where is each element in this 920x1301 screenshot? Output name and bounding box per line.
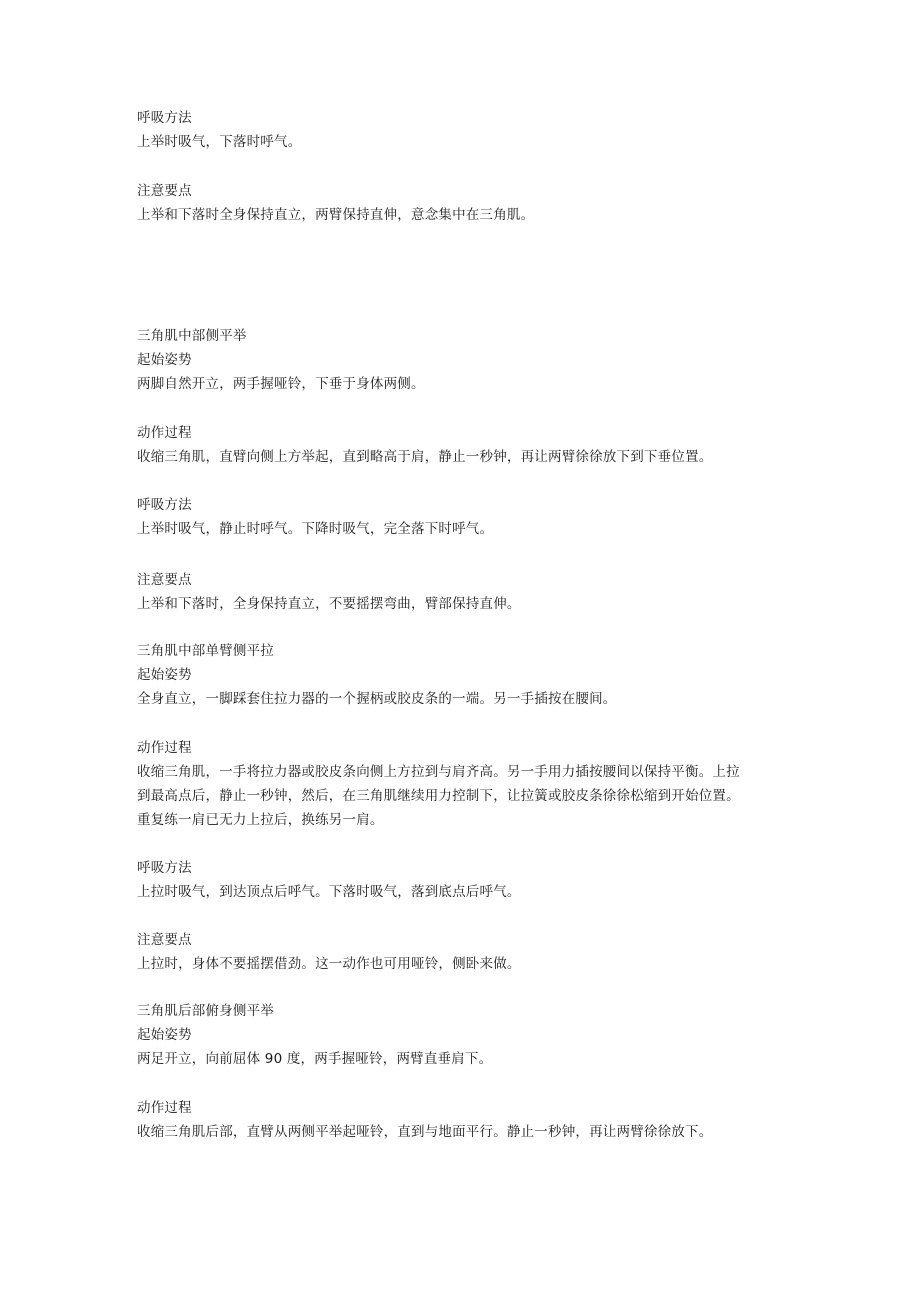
paragraph-line: 上举时吸气，下落时呼气。 [137, 134, 302, 150]
paragraph-line: 上举时吸气，静止时呼气。下降时吸气，完全落下时呼气。 [137, 521, 494, 537]
heading-breathing-method: 呼吸方法 [137, 497, 192, 513]
heading-movement-process: 动作过程 [137, 1100, 192, 1116]
heading-starting-position: 起始姿势 [137, 352, 192, 368]
section-title-middle-deltoid-raise: 三角肌中部侧平举 [137, 328, 247, 344]
heading-key-points: 注意要点 [137, 932, 192, 948]
heading-key-points: 注意要点 [137, 572, 192, 588]
paragraph-line: 收缩三角肌后部，直臂从两侧平举起哑铃，直到与地面平行。静止一秒钟，再让两臂徐徐放下。 [137, 1124, 713, 1140]
section-title-single-arm-lateral-pull: 三角肌中部单臂侧平拉 [137, 643, 274, 659]
paragraph-line: 重复练一肩已无力上拉后，换练另一肩。 [137, 812, 384, 828]
heading-movement-process: 动作过程 [137, 740, 192, 756]
heading-breathing-method: 呼吸方法 [137, 110, 192, 126]
paragraph-line: 两足开立，向前屈体 90 度，两手握哑铃，两臂直垂肩下。 [137, 1051, 493, 1067]
paragraph-line: 上举和下落时，全身保持直立，不要摇摆弯曲，臂部保持直伸。 [137, 596, 521, 612]
paragraph-line: 上拉时，身体不要摇摆借劲。这一动作也可用哑铃，侧卧来做。 [137, 956, 521, 972]
paragraph-line: 收缩三角肌，直臂向侧上方举起，直到略高于肩，静止一秒钟，再让两臂徐徐放下到下垂位置。 [137, 449, 713, 465]
paragraph-line: 全身直立，一脚踩套住拉力器的一个握柄或胶皮条的一端。另一手插按在腰间。 [137, 691, 617, 707]
paragraph-line: 收缩三角肌，一手将拉力器或胶皮条向侧上方拉到与肩齐高。另一手用力插按腰间以保持平衡。上拉 [137, 764, 740, 780]
section-title-rear-deltoid-bent-over-raise: 三角肌后部俯身侧平举 [137, 1003, 274, 1019]
paragraph-line: 到最高点后，静止一秒钟，然后，在三角肌继续用力控制下，让拉簧或胶皮条徐徐松缩到开始位置。 [137, 788, 740, 804]
heading-movement-process: 动作过程 [137, 425, 192, 441]
heading-key-points: 注意要点 [137, 183, 192, 199]
heading-starting-position: 起始姿势 [137, 1027, 192, 1043]
paragraph-line: 两脚自然开立，两手握哑铃，下垂于身体两侧。 [137, 376, 425, 392]
paragraph-line: 上举和下落时全身保持直立，两臂保持直伸，意念集中在三角肌。 [137, 207, 535, 223]
heading-starting-position: 起始姿势 [137, 667, 192, 683]
paragraph-line: 上拉时吸气，到达顶点后呼气。下落时吸气，落到底点后呼气。 [137, 884, 521, 900]
heading-breathing-method: 呼吸方法 [137, 860, 192, 876]
